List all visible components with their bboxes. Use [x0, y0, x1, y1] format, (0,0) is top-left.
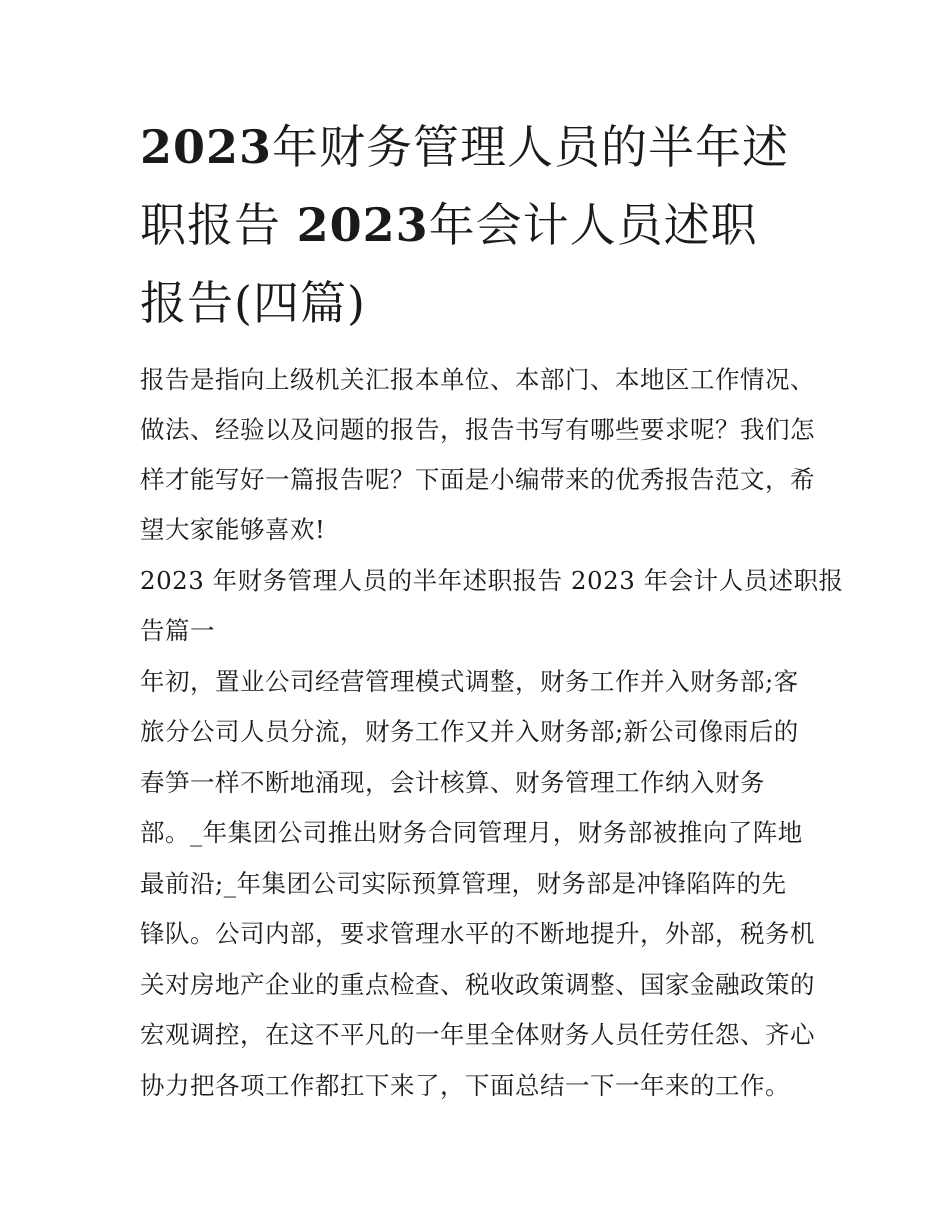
title-year: 2023: [140, 120, 273, 174]
body-line: 最前沿;_年集团公司实际预算管理，财务部是冲锋陷阵的先: [140, 869, 787, 898]
section-heading-line: 2023 年财务管理人员的半年述职报告 2023 年会计人员述职报: [140, 566, 844, 595]
section-heading-line: 告篇一: [140, 616, 215, 645]
title-year: 2023: [296, 198, 429, 252]
body-line: 宏观调控，在这不平凡的一年里全体财务人员任劳任怨、齐心: [140, 1020, 815, 1049]
body-line: 望大家能够喜欢!: [140, 515, 326, 544]
body-line: 春笋一样不断地涌现，会计核算、财务管理工作纳入财务: [140, 768, 765, 797]
document-title: [140, 108, 820, 342]
body-line: 协力把各项工作都扛下来了，下面总结一下一年来的工作。: [140, 1071, 790, 1100]
body-line: 做法、经验以及问题的报告，报告书写有哪些要求呢？我们怎: [140, 415, 815, 444]
body-line: 样才能写好一篇报告呢？下面是小编带来的优秀报告范文，希: [140, 465, 815, 494]
body-line: 旅分公司人员分流，财务工作又并入财务部;新公司像雨后的: [140, 717, 799, 746]
title-line-3: [140, 264, 820, 342]
title-line-1: [140, 108, 820, 186]
body-line: 关对房地产企业的重点检查、税收政策调整、国家金融政策的: [140, 970, 815, 999]
body-line: 报告是指向上级机关汇报本单位、本部门、本地区工作情况、: [140, 365, 815, 394]
title-text: 职报告: [140, 198, 297, 252]
body-line: 锋队。公司内部，要求管理水平的不断地提升，外部，税务机: [140, 919, 815, 948]
title-text: 年财务管理人员的半年述: [272, 120, 790, 174]
body-line: 部。_年集团公司推出财务合同管理月，财务部被推向了阵地: [140, 818, 803, 847]
title-text: 年会计人员述职: [428, 198, 758, 252]
title-line-2: [140, 186, 820, 264]
title-text: 报告(四篇): [140, 276, 366, 330]
body-line: 年初，置业公司经营管理模式调整，财务工作并入财务部;客: [140, 667, 799, 696]
